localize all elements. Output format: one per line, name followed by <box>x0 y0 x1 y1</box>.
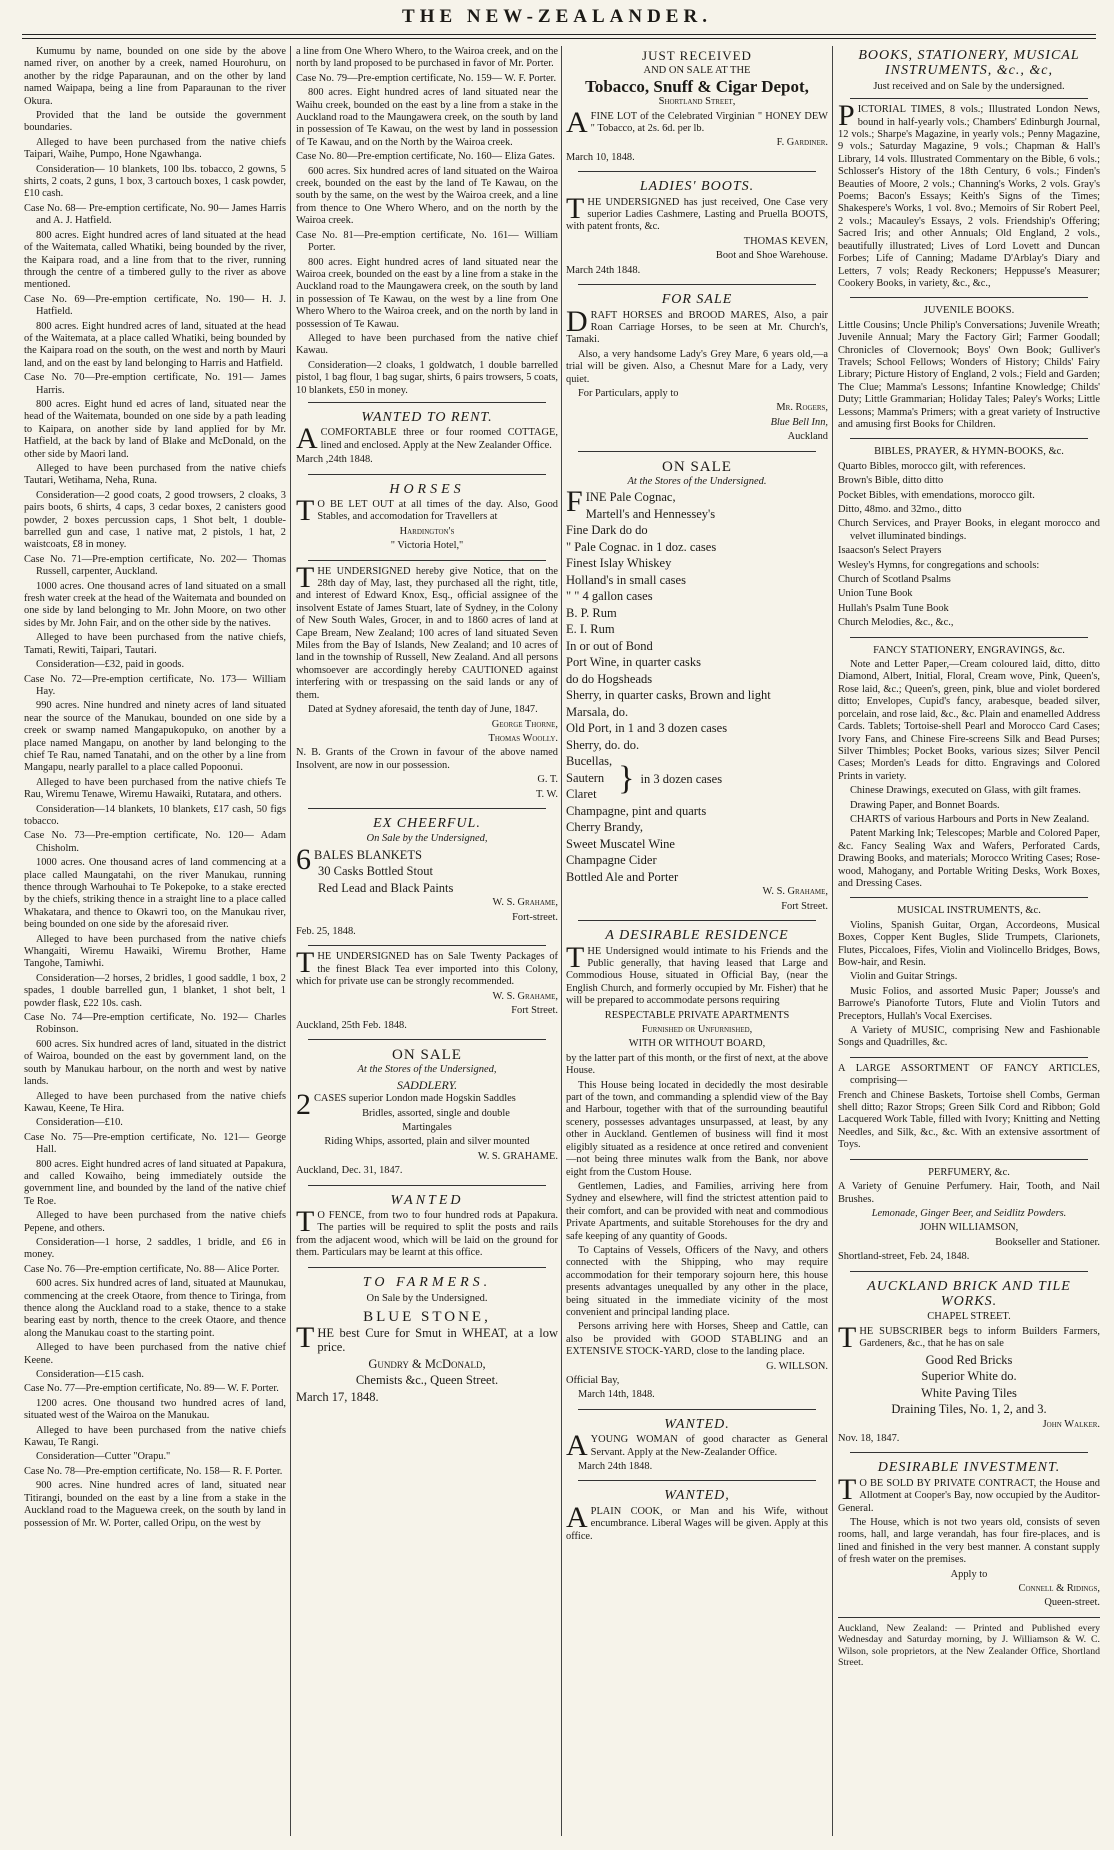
wine-item: Sherry, in quarter casks, Brown and light <box>566 688 771 703</box>
section-body: Violin and Guitar Strings. <box>850 971 958 983</box>
ad-tobacco-depot <box>566 46 828 166</box>
land-claim-paragraph: Consideration—2 horses, 2 bridles, 1 good saddle, 1 box, 2 spades, 1 double barrelled gun, 1 blanket, 1 shot belt, 1 powder flask, £22 10s. cash. <box>24 972 286 1009</box>
land-claim-paragraph: 990 acres. Nine hundred and ninety acres of land situated near the source of the Manukau, bounded on one side by a creek or swamp named Mangapukopuko, on another by a place named Mangapu, on another by land belonging to the chief Te Rau, named Tanatahi, and on the other by a line from Mangapu, nearly parallel to a place called Popoonui. <box>24 700 286 774</box>
land-claim-paragraph: 800 acres. Eight hundred acres of land situated at Papakura, and called Kowaiho, being immediately outside the government line, and bounded by the land of the native chief Te Roe. <box>24 1158 286 1207</box>
divider <box>308 945 546 946</box>
ad-body: RAFT HORSES and BROOD MARES, Also, a pair Roan Carriage Horses, to be seen at Mr. Church's, Tamaki. <box>566 309 828 346</box>
ad-heading: AUCKLAND BRICK AND TILE <box>867 1278 1071 1294</box>
divider <box>578 451 816 452</box>
divider <box>850 1159 1088 1160</box>
brick-item: Superior White do. <box>921 1369 1017 1384</box>
ad-signature: Chemists &c., Queen Street. <box>355 1373 499 1388</box>
drop-cap: T <box>838 1320 857 1354</box>
ad-heading: FOR SALE <box>661 292 733 308</box>
ad-date: Auckland, Dec. 31, 1847. <box>296 1165 403 1177</box>
land-claim-paragraph: Consideration—2 good coats, 2 good trowsers, 2 cloaks, 3 pairs boots, 6 shirts, 4 caps, 3 cedar boxes, 2 canisters good powder, 2 boxes percussion caps, 1 Shot belt, 1 double-barrelled gun and case, 1 native mat, 2 pistols, 1 hat, 2 waistcoats, £8 in money. <box>24 489 286 551</box>
section-body: Music Folios, and assorted Music Paper; Jousse's and Barrowe's Pianoforte Tutors, Flute and Violin Tutors and Preceptors, Hullah's Vocal Exercises. <box>838 985 1100 1022</box>
ad-date: March 24th 1848. <box>566 264 641 276</box>
ad-subheading: CHAPEL STREET. <box>927 1311 1011 1323</box>
bible-item: Ditto, 48mo. and 32mo., ditto <box>838 504 962 515</box>
ad-body: COMFORTABLE three or four roomed COTTAGE, lined and enclosed. Apply at the New Zealander Office. <box>320 427 558 451</box>
ad-date: March ,24th 1848. <box>296 454 373 466</box>
land-claim-paragraph: 800 acres. Eight hund ed acres of land, situated near the head of the Waitemata, bounded on one side by a path leading to Kaipara, on another side by land applied for by Mr. Hatfield, at the back by land of Blake and McDonald, on the other side by Maori land. <box>24 398 286 460</box>
ad-heading: WANTED TO RENT. <box>361 409 493 425</box>
section-musical-instruments <box>838 903 1100 1051</box>
ad-heading: Tobacco, Snuff & Cigar Depot, <box>585 76 809 96</box>
ad-body: HE UNDERSIGNED has just received, One Case very superior Ladies Cashmere, Lasting and Pruella BOOTS, with patent fronts, &c. <box>566 196 828 233</box>
divider <box>578 920 816 921</box>
wine-item: E. I. Rum <box>566 622 615 637</box>
section-bibles <box>838 444 1100 631</box>
ad-signature: W. S. Grahame, <box>492 897 558 909</box>
wine-item: Old Port, in 1 and 3 dozen cases <box>566 721 728 736</box>
divider <box>850 897 1088 898</box>
ad-wanted-fence <box>296 1191 558 1262</box>
land-claim-paragraph: Consideration—14 blankets, 10 blankets, £17 cash, 50 figs tobacco. <box>24 803 286 827</box>
land-claim-paragraph: Case No. 76—Pre-emption certificate, No. 88— Alice Porter. <box>24 1263 280 1275</box>
section-heading: BIBLES, PRAYER, & HYMN-BOOKS, &c. <box>874 446 1064 458</box>
land-claim-paragraph: Case No. 75—Pre-emption certificate, No. 121— George Hall. <box>24 1131 286 1156</box>
land-claim-paragraph: Alleged to have been purchased from the native chiefs, Tamati, Rewiti, Taipari, Tautari. <box>24 632 286 656</box>
column-four <box>838 46 1100 1836</box>
section-heading: A LARGE ASSORTMENT OF FANCY ARTICLES, comprising— <box>838 1062 1100 1087</box>
bible-item: Hullah's Psalm Tune Book <box>838 602 949 614</box>
ad-wanted-servant <box>566 1415 828 1476</box>
ad-date: March 24th 1848. <box>578 1461 653 1473</box>
ad-heading: TO FARMERS. <box>362 1274 492 1290</box>
ad-heading: ON SALE <box>392 1046 462 1063</box>
land-claim-paragraph: 600 acres. Six hundred acres of land, situated at Maunukau, commencing at the creek Otaore, from thence to Tiringa, from thence along the Auckland road to a stake, thence to a stake bearing east by north, thence to the creek Otaore, and thence along the Manukau coast to the starting point. <box>24 1278 286 1339</box>
ad-signature: G. WILLSON. <box>766 1360 828 1372</box>
wine-item: Marsala, do. <box>566 704 629 719</box>
wine-item: Champagne, pint and quarts <box>566 803 707 818</box>
drop-cap: 2 <box>296 1088 311 1122</box>
drop-cap: D <box>566 304 588 338</box>
land-claim-paragraph: Case No. 72—Pre-emption certificate, No. 173— William Hay. <box>24 673 286 697</box>
divider <box>308 402 546 403</box>
wine-item: Martell's and Hennessey's <box>585 506 716 521</box>
ad-date: Dated at Sydney aforesaid, the tenth day of June, 1847. <box>308 704 538 716</box>
ad-date: March 14th, 1848. <box>578 1389 655 1401</box>
ad-signature: JOHN WILLIAMSON, <box>919 1222 1019 1234</box>
ad-body: Also, a very handsome Lady's Grey Mare, 6 years old,—a trial will be given. Also, a Chesnut Mare for a Lady, very quiet. <box>566 348 828 385</box>
masthead-rule <box>22 34 1096 35</box>
ad-body: To Captains of Vessels, Officers of the Navy, and others connected with the Shipping, who may require accommodation for their temporary sojourn here, this house presents advantages unequalled by any other in the place, being situated in the immediate vicinity of the most convenient and principal landing place. <box>566 1244 828 1318</box>
bible-list <box>838 461 1100 630</box>
ad-line: Apply to <box>950 1568 988 1580</box>
drop-cap: F <box>566 485 583 519</box>
wine-item: Champagne Cider <box>566 853 657 868</box>
divider <box>308 1039 546 1040</box>
ad-line: RESPECTABLE PRIVATE APARTMENTS <box>604 1009 790 1021</box>
ad-initials: G. T. <box>537 774 558 786</box>
land-claim-paragraph: Case No. 81—Pre-emption certificate, No. 161— William Porter. <box>296 229 558 254</box>
ad-desirable-investment <box>838 1458 1100 1611</box>
drop-cap: 6 <box>296 842 311 876</box>
section-body: Lemonade, Ginger Beer, and Seidlitz Powders. <box>871 1207 1067 1219</box>
divider <box>308 560 546 561</box>
ad-date: Feb. 25, 1848. <box>296 926 356 938</box>
ad-signature: W. S. Grahame, <box>492 990 558 1002</box>
bible-item: Church Melodies, &c., &c., <box>838 617 954 629</box>
divider <box>578 171 816 172</box>
ad-heading: DESIRABLE INVESTMENT. <box>877 1460 1061 1476</box>
section-body: CHARTS of various Harbours and Ports in New Zealand. <box>850 813 1090 825</box>
drop-cap: T <box>566 191 585 225</box>
land-claim-paragraph: Case No. 73—Pre-emption certificate, No. 120— Adam Chisholm. <box>24 830 286 854</box>
ad-heading: WANTED, <box>664 1488 730 1504</box>
wine-brace-group <box>566 754 828 804</box>
land-claim-paragraph: Consideration—2 cloaks, 1 goldwatch, 1 double barrelled pistol, 1 bag flour, 1 bag sugar, shirts, 6 pairs trowsers, 5 coats, 10 blankets, £50 in money. <box>296 359 558 396</box>
land-claim-paragraph: Case No. 71—Pre-emption certificate, No. 202— Thomas Russell, carpenter, Auckland. <box>24 553 286 578</box>
land-claim-paragraph: 800 acres. Eight hundred acres of land situated at the head of the Waitemata, called Whatiki, being bounded by the river, the Kaipara road, and a line from that to the river, running through the centre of a timbered gully to the river as above mentioned. <box>24 229 286 291</box>
wine-list <box>566 507 828 753</box>
ad-heading: ON SALE <box>662 458 732 475</box>
ad-line: WITH OR WITHOUT BOARD, <box>628 1038 766 1050</box>
section-body: Note and Letter Paper,—Cream coloured laid, ditto, ditto Diamond, Albert, Initial, Floral, Cream wove, Pink, Queen's, Rose laid, &c.; Queen's, green, pink, blue and violet bordered ditto; Envelopes, Cupid's fancy, arabesque, beaded silver, porcelain, and rose laid, &c., &c. Plain and enamelled Address Cards. Tablets; Tortoise-shell Pearl and Morocco Card Cases; Ivory Fans, and Chinese Fire-screens Silk and Bead Purses; Silver Thimbles; Pocket Books, various sizes; Silver Pencil Cases; Morden's Leads for ditto. Engravings and Colored Prints in variety. <box>838 659 1100 782</box>
ad-signature: W. S. Grahame, <box>762 886 828 898</box>
ad-body: Gentlemen, Ladies, and Families, arriving here from Sydney and elsewhere, will find the strictest attention paid to their comfort, and can be provided with neat and commodious Private Apartments, and suitable Storehouses for the dry and safe keeping of any quantity of Goods. <box>566 1180 828 1242</box>
land-claim-paragraph: 1000 acres. One thousand acres of land commencing at a place called Maungatahi, on the river Manukau, running thence through Warhouhai to Te Pokepoke, to a stake erected by the chiefs, striking thence in a straight line to a place called Whakatara, and thence to Okawri too, on the Manukau river, being bounded on one side by the aforesaid river. <box>24 857 286 931</box>
section-body: Drawing Paper, and Bonnet Boards. <box>850 799 1000 811</box>
ad-body: ICTORIAL TIMES, 8 vols.; Illustrated London News, bound in half-yearly vols.; Chambers' Edinburgh Journal, 12 vols.; Sharpe's Magazine, in yearly vols.; Penny Magazine, 9 vols.; Saturday Magazine, 9 vols.; Chapman & Hall's Library, 14 vols. Illustrated Commentary on the Bible, 6 vols.; Schlosser's History of the 18th Century, 6 vols.; Finden's Beauties of Moore, 2 vols.; Channing's Works, 2 vols. Gray's Poems; Bacon's Essays; Keith's Signs of the Times; Shakespere's Works, 1 vol. 8vo.; Memoirs of Sir Robert Peel, 2 vols.; Macauley's Essays, 2 vols. Friendship's Offering; Sacred Iris; and other Annuals; Old England, 2 vols., beautifully illustrated; Lives of Lord Lovett and Duncan Forbes; Life of Canning; Madame D'Arblay's Diary and Letters, 7 vols; Ready Reckoners; Heppusse's Measurer; Cookery Books, in variety, &c., &c., <box>838 104 1100 289</box>
section-body: A Variety of MUSIC, comprising New and Fashionable Songs and Quadrilles, &c. <box>838 1025 1100 1049</box>
wine-item: Holland's in small cases <box>566 572 686 587</box>
ad-wines-spirits <box>566 457 828 916</box>
ad-location: Fort-street. <box>512 911 558 923</box>
land-claim-paragraph: Alleged to have been purchased from the native chief Kawau. <box>296 332 558 357</box>
brick-item: Draining Tiles, No. 1, 2, and 3. <box>891 1402 1047 1417</box>
brick-item: White Paving Tiles <box>921 1385 1017 1400</box>
land-claim-paragraph: Alleged to have been purchased from the native chiefs Te Rau, Wiremu Tenawe, Wiremu Hawaiki, Rutatara, and others. <box>24 776 286 801</box>
ad-heading: JUST RECEIVED <box>642 48 752 63</box>
ad-ex-cheerful <box>296 814 558 941</box>
ad-desirable-residence <box>566 926 828 1404</box>
wine-item: Fine Dark do do <box>566 523 648 538</box>
wine-item: " Pale Cognac. in 1 doz. cases <box>566 539 717 554</box>
land-claim-paragraph: Case No. 70—Pre-emption certificate, No. 191— James Harris. <box>24 372 286 396</box>
divider <box>578 284 816 285</box>
land-claim-paragraph: Case No. 80—Pre-emption certificate, No. 160— Eliza Gates. <box>296 151 555 163</box>
divider <box>578 1409 816 1410</box>
ad-subheading: SADDLERY. <box>396 1077 458 1092</box>
bible-item: Church Services, and Prayer Books, in elegant morocco and velvet illuminated bindings. <box>838 518 1100 542</box>
ad-wanted-to-rent <box>296 408 558 469</box>
masthead-rule-thin <box>22 38 1096 39</box>
land-claim-paragraph: 800 acres. Eight hundred acres of land situated near the Wairoa creek, bounded on the east by a line from a stake in the Auckland road to the Maungawera creek, on the south by land in possession of Te Kawau, on the west by a line from One Whero Whero to the Wairoa creek, and on the north by land in possession of Te Kawau. <box>296 256 558 330</box>
ad-body: HE Undersigned would intimate to his Friends and the Public generally, that having leased that Large and Commodious House, situated in Official Bay, (near the English Church, and formerly occupied by Mr. Fisher) that he will be prepared to accommodate persons requiring <box>566 945 828 1007</box>
ad-date: Official Bay, <box>566 1375 620 1386</box>
ad-date: March 10, 1848. <box>566 151 635 163</box>
divider <box>838 1617 1100 1618</box>
ad-signature: Auckland <box>787 431 828 443</box>
column-two <box>296 46 558 1836</box>
drop-cap: P <box>838 99 855 133</box>
ad-body: FINE LOT of the Celebrated Virginian " HONEY DEW " Tobacco, at 2s. 6d. per lb. <box>590 110 828 135</box>
ad-line: 30 Casks Bottled Stout <box>318 864 433 879</box>
wine-item: B. P. Rum <box>566 605 617 620</box>
land-claim-paragraph: 900 acres. Nine hundred acres of land, situated near Titirangi, bounded on the east by a line from a stake in the Auckland road to the Maguewa creek, on the south by land in possession of Mr. W. Porter, called Oripu, on the west by <box>24 1480 286 1529</box>
section-juvenile-books <box>838 303 1100 433</box>
ad-signature: W. S. GRAHAME. <box>477 1150 558 1162</box>
drop-cap: A <box>566 105 588 139</box>
divider <box>308 474 546 475</box>
divider <box>850 98 1088 99</box>
drop-cap: A <box>566 1429 588 1463</box>
ad-subheading: Shortland Street, <box>658 96 736 108</box>
divider <box>850 1271 1088 1272</box>
ad-body: by the latter part of this month, or the first of next, at the above House. <box>566 1052 828 1077</box>
ad-line: Furnished or Unfurnished, <box>641 1024 753 1036</box>
bible-item: Union Tune Book <box>838 588 913 600</box>
ad-subheading: Just received and on Sale by the undersigned. <box>873 80 1065 92</box>
divider <box>850 637 1088 638</box>
ad-date: Shortland-street, Feb. 24, 1848. <box>838 1251 970 1263</box>
ad-subheading: On Sale by the Undersigned. <box>366 1293 488 1304</box>
land-claim-paragraph: Alleged to have been purchased from the native chiefs Whangaiti, Wiremu Hawaiki, Wiremu Brother, Hame Tangohe, Tamiwhi. <box>24 933 286 970</box>
ad-line: BALES BLANKETS <box>314 847 422 862</box>
ad-ladies-boots <box>566 177 828 279</box>
ad-body: For Particulars, apply to <box>578 387 679 399</box>
ad-signature: THOMAS KEVEN, <box>743 235 828 247</box>
ad-heading: LADIES' BOOTS. <box>639 179 755 195</box>
ad-heading: BOOKS, STATIONERY, MUSICAL <box>858 48 1080 63</box>
brace-items <box>566 754 612 804</box>
land-claim-paragraph: 800 acres. Eight hundred acres of land, situated at the head of the Waitemata, at a place called Whatiki, being bounded by the Kaipara road on the south, on the west and north by Mauri land, and on the east by land belonging to Harris and Hatfield. <box>24 320 286 369</box>
column-three <box>566 46 828 1836</box>
ad-body: O BE LET OUT at all times of the day. Also, Good Stables, and accomodation for Travellers at <box>317 499 558 523</box>
drop-cap: T <box>566 940 585 974</box>
ad-signature: Bookseller and Stationer. <box>995 1236 1100 1248</box>
wine-item: Sweet Muscatel Wine <box>566 836 675 851</box>
land-claim-paragraph: Case No. 79—Pre-emption certificate, No. 159— W. F. Porter. <box>296 72 557 84</box>
ad-line: Bridles, assorted, single and double <box>362 1107 510 1119</box>
ad-body: HE UNDERSIGNED has on Sale Twenty Packages of the finest Black Tea ever imported into this Colony, which for private use can be strongly recommended. <box>296 951 558 988</box>
ad-signature: Boot and Shoe Warehouse. <box>715 250 828 262</box>
land-claim-paragraph: a line from One Whero Whero, to the Wairoa creek, and on the north by land proposed to be purchased in favor of Mr. Porter. <box>296 46 558 70</box>
ad-heading: WANTED <box>390 1192 464 1208</box>
brick-list <box>838 1353 1100 1417</box>
land-claim-paragraph: Alleged to have been purchased from the native chiefs Tautari, Wetihama, Neha, Runa. <box>24 463 286 487</box>
wine-list <box>566 804 828 885</box>
column-divider <box>561 46 562 1836</box>
ad-signature: Gundry & McDonald, <box>368 1356 486 1371</box>
section-body: French and Chinese Baskets, Tortoise shell Combs, German shell ditto; Razor Strops; Green Silk Cord and Ribbon; Gold Lacquered Work Table, filled with Ivory; Knitting and Netting Needles, and Silk, &c., &c. With an extensive assortment of Toys. <box>838 1089 1100 1151</box>
ad-subheading: AND ON SALE AT THE <box>643 65 751 77</box>
ad-location: Queen-street. <box>1044 1597 1100 1609</box>
ad-body: This House being located in decidedly the most desirable part of the town, and commanding a splendid view of the Bay and Harbour, together with that of the surrounding beautiful scenery, possesses advantages unsurpassed, at least, by any other in Auckland. Gentlemen of business will find it most eligibly situated as a residence at once retired and convenient—not being three minutes walk from the Bank, nor above eight from the Custom House. <box>566 1079 828 1178</box>
divider <box>850 297 1088 298</box>
ad-subheading: At the Stores of the Undersigned. <box>627 475 767 487</box>
land-claim-paragraph: Case No. 77—Pre-emption certificate, No. 89— W. F. Porter. <box>24 1383 279 1395</box>
bible-item: Quarto Bibles, morocco gilt, with references. <box>838 460 1026 472</box>
section-heading: FANCY STATIONERY, ENGRAVINGS, &c. <box>873 644 1065 656</box>
ad-line: Martingales <box>402 1121 452 1133</box>
ad-signature: Blue Bell Inn, <box>770 416 828 428</box>
wine-item: Bucellas, <box>566 754 613 769</box>
ad-body: PLAIN COOK, or Man and his Wife, without encumbrance. Liberal Wages will be given. Apply at this office. <box>566 1505 828 1542</box>
ad-location: Fort Street. <box>781 900 828 912</box>
wine-item: do do Hogsheads <box>566 671 653 686</box>
ad-saddlery <box>296 1045 558 1180</box>
section-body: Chinese Drawings, executed on Glass, with gilt frames. <box>850 785 1081 797</box>
wine-item: Cherry Brandy, <box>566 820 643 835</box>
ad-heading: HORSES <box>389 481 465 497</box>
divider <box>308 1185 546 1186</box>
wine-item: " " 4 gallon cases <box>566 589 653 604</box>
divider <box>850 1452 1088 1453</box>
section-heading: PERFUMERY, &c. <box>928 1166 1010 1178</box>
section-body: Patent Marking Ink; Telescopes; Marble and Colored Paper, &c. Fancy Sealing Wax and Wafers, Perforated Cards, Drawing Books, and materials; Morocco Writing Cases; Rose-wood, Mahogany, and Portable Writing Desks, Work Boxes, and Dressing Cases. <box>838 828 1100 889</box>
land-claim-paragraph: Provided that the land be outside the government boundaries. <box>24 110 286 134</box>
ad-heading: A DESIRABLE RESIDENCE <box>605 928 789 944</box>
ad-line: CASES superior London made Hogskin Saddles <box>314 1093 516 1105</box>
ad-signature: Connell & Ridings, <box>1018 1583 1100 1595</box>
drop-cap: T <box>296 1204 315 1238</box>
ad-horses <box>296 480 558 555</box>
section-fancy-stationery <box>838 643 1100 893</box>
land-claim-paragraph: Case No. 68— Pre-emption certificate, No. 90— James Harris and A. J. Hatfield. <box>24 202 286 227</box>
ad-notice-insolvent <box>296 566 558 803</box>
ad-horses-for-sale <box>566 290 828 445</box>
ad-line: Red Lead and Black Paints <box>318 880 454 895</box>
ad-heading: WANTED. <box>664 1416 730 1432</box>
wine-item: In or out of Bond <box>566 638 653 653</box>
column-divider <box>290 46 291 1836</box>
ad-signature: John Walker. <box>1042 1418 1100 1430</box>
ad-line: INE Pale Cognac, <box>585 490 676 505</box>
divider <box>850 1057 1088 1058</box>
land-claim-paragraph: 800 acres. Eight hundred acres of land situated near the Waihu creek, bounded on the east by a line from a stake in the Auckland road to the Maungawera creek, on the south by land in possession of Te Kawau, on the west by land in possession of Te Kawau, and on the North by the Wairoa creek. <box>296 87 558 148</box>
land-claim-paragraph: Consideration—Cutter "Orapu." <box>36 1451 171 1463</box>
ad-note: N. B. Grants of the Crown in favour of the above named Insolvent, are now in our possession. <box>296 747 558 771</box>
drop-cap: T <box>296 494 315 527</box>
wine-item: Bottled Ale and Porter <box>566 869 679 884</box>
land-claim-paragraph: Case No. 74—Pre-emption certificate, No. 192— Charles Robinson. <box>24 1012 286 1036</box>
ad-signature: F. Gardiner. <box>776 137 828 149</box>
land-claim-paragraph: Alleged to have been purchased from the native chiefs Taipari, Waihe, Pumpo, Hone Ngawhanga. <box>24 136 286 161</box>
wine-item: Claret <box>566 787 597 802</box>
land-claim-paragraph: Alleged to have been purchased from the native chiefs Kawau, Keene, Te Hira. <box>24 1090 286 1114</box>
land-claim-paragraph: Case No. 78—Pre-emption certificate, No. 158— R. F. Porter. <box>24 1465 283 1477</box>
ad-body: HE best Cure for Smut in WHEAT, at a low price. <box>317 1325 558 1355</box>
land-claim-paragraph: Alleged to have been purchased from the native chiefs Kawau, Te Rangi. <box>24 1424 286 1449</box>
land-claim-paragraph: Consideration—£15 cash. <box>36 1369 144 1381</box>
masthead-title: THE NEW-ZEALANDER. <box>402 6 712 27</box>
section-heading: MUSICAL INSTRUMENTS, &c. <box>897 905 1041 917</box>
bible-item: Church of Scotland Psalms <box>838 574 951 586</box>
publisher-imprint: Auckland, New Zealand: — Printed and Published every Wednesday and Saturday morning, by J. Williamson & W. C. Wilson, sole proprietors, at the New Zealander Office, Shortland Street. <box>838 1622 1100 1669</box>
divider <box>578 1480 816 1481</box>
ad-black-tea <box>296 951 558 1033</box>
column-land-claims <box>24 46 286 1836</box>
land-claim-paragraph: 1000 acres. One thousand acres of land situated on a small fresh water creek at the head of the Waitemata and bounded on one side by land belonging to Mr. John Moore, on two other sides by Mr. John Fair, and on the other side by the natives. <box>24 580 286 629</box>
land-claim-paragraph: 1200 acres. One thousand two hundred acres of land, situated west of the Wairoa on the Manukau. <box>24 1397 286 1422</box>
ad-date: Auckland, 25th Feb. 1848. <box>296 1019 407 1031</box>
ad-subheading: On Sale by the Undersigned, <box>366 833 488 845</box>
land-claim-paragraph: Consideration— 10 blankets, 100 lbs. tobacco, 2 gowns, 5 shirts, 2 coats, 2 guns, 1 box, 3 cartouch boxes, 1 cask powder, £10 cash. <box>24 163 286 200</box>
brick-item: Good Red Bricks <box>925 1352 1013 1367</box>
ad-date: Nov. 18, 1847. <box>838 1432 900 1444</box>
ad-brick-tile-works <box>838 1277 1100 1448</box>
drop-cap: T <box>838 1472 857 1506</box>
ad-signature: George Thorne, <box>491 718 558 730</box>
ad-line: Riding Whips, assorted, plain and silver mounted <box>324 1136 530 1148</box>
column-divider <box>832 46 833 1836</box>
divider <box>308 1267 546 1268</box>
section-body: Little Cousins; Uncle Philip's Conversations; Juvenile Wreath; Juvenile Annual; Mary the Factory Girl; Farmer Goodall; Chronicles of Clovernook; Boys' Own Book; Gulliver's Travels; School Fellows; Wonders of History; Childs' Fairy Library; Picture History of England, 2 vols.; Field and Garden; The Clue; Mamma's Lessons; Infantine Knowledge; Childs' Duty; Little Grammarian; Holiday Tales; Paley's Works; Little Lessons; Mamma's Primers; with a great variety of Instructive and amusing first Books for Children. <box>838 319 1100 430</box>
ad-to-farmers <box>296 1273 558 1407</box>
land-claims-continued <box>296 46 558 397</box>
ad-location: Fort Street. <box>511 1005 558 1017</box>
land-claim-paragraph: Alleged to have been purchased from the native chiefs Pepene, and others. <box>24 1210 286 1234</box>
drop-cap: T <box>296 565 315 594</box>
brace-symbol: } <box>618 760 635 798</box>
ad-body: O FENCE, from two to four hundred rods at Papakura. The parties will be required to split the posts and rails from the adjacent wood, which will be laid on the ground for them. Particulars may be learnt at this office. <box>296 1209 558 1259</box>
wine-item: Sherry, do. do. <box>566 737 640 752</box>
ad-heading: INSTRUMENTS, &c., &c, <box>885 63 1053 79</box>
ad-body: Persons arriving here with Horses, Sheep and Cattle, can also be provided with GOOD STABLING and an EXTENSIVE STOCK-YARD, close to the landing place. <box>566 1321 828 1358</box>
drop-cap: A <box>296 422 318 456</box>
ad-signature: Hardington's <box>399 525 455 537</box>
ad-heading: EX CHEERFUL. <box>373 815 481 831</box>
divider <box>308 808 546 809</box>
bible-item: Isaacson's Select Prayers <box>838 545 942 557</box>
land-claim-paragraph: Consideration—1 horse, 2 saddles, 1 bridle, and £6 in money. <box>24 1236 286 1261</box>
ad-subheading: At the Stores of the Undersigned, <box>357 1064 497 1076</box>
ad-signature: " Victoria Hotel," <box>390 540 464 552</box>
land-claim-paragraph: 600 acres. Six hundred acres of land, situated in the district of Wairoa, bounded on the east by government land, on the south by Manukau harbour, on the north and west by native lands. <box>24 1038 286 1088</box>
brace-label: in 3 dozen cases <box>640 771 723 786</box>
land-claim-paragraph: Alleged to have been purchased from the native chief Keene. <box>24 1342 286 1366</box>
ad-heading: WORKS. <box>940 1293 998 1309</box>
drop-cap: T <box>296 951 315 980</box>
ad-body: O BE SOLD BY PRIVATE CONTRACT, the House and Allotment at Cooper's Bay, now occupied by the Auditor-General. <box>838 1477 1100 1514</box>
ad-wanted-cook <box>566 1486 828 1545</box>
land-claim-paragraph: Case No. 69—Pre-emption certificate, No. 190— H. J. Hatfield. <box>24 293 286 318</box>
drop-cap: A <box>566 1500 588 1534</box>
ad-body: HE SUBSCRIBER begs to inform Builders Farmers, Gardeners, &c., that he has on sale <box>859 1325 1100 1350</box>
ad-body: HE UNDERSIGNED hereby give Notice, that on the 28th day of May, last, they purchased all the right, title, and interest of Edward Knox, Esq., official assignee of the insolvent Estate of James Stuart, late of Sydney, in the Colony of New South Wales, Grocer, in and to 1860 acres of land at Cape Bream, New Zealand; 100 acres of land situated Seven Miles from the Bay of Islands, New Zealand; and 10 acres of land in the township of Russell, New Zealand. And all persons whomsoever are accordingly hereby CAUTIONED against interfering with or trespassing on the said lands or any of them. <box>296 565 558 701</box>
ad-signature: Thomas Woolly. <box>488 732 558 744</box>
divider <box>850 438 1088 439</box>
section-fancy-articles <box>838 1063 1100 1154</box>
land-claim-paragraph: Consideration—£10. <box>36 1117 123 1129</box>
wine-item: Sautern <box>566 770 605 785</box>
ad-signature: Mr. Rogers, <box>776 402 828 414</box>
ad-body: YOUNG WOMAN of good character as General Servant. Apply at the New-Zealander Office. <box>590 1434 828 1458</box>
land-claim-paragraph: Kumumu by name, bounded on one side by the above named river, on another by a creek, named Hourohuru, on another by the ridge Paparaunan, and on the other by land named Waipapa, being a line from Paparaunan to the river Okura. <box>24 46 286 107</box>
drop-cap: T <box>296 1320 315 1354</box>
land-claim-paragraph: Consideration—£32, paid in goods. <box>36 659 185 671</box>
wine-item: Port Wine, in quarter casks <box>566 655 701 670</box>
ad-heading: BLUE STONE, <box>363 1308 491 1325</box>
section-perfumery <box>838 1165 1100 1266</box>
land-claim-paragraph: 600 acres. Six hundred acres of land situated on the Wairoa creek, bounded on the east by the land of Te Kawau, on the south by the same, on the west by the Wairoa creek, and a line from thence to One Whero Whero, and on the north by the Wairoa creek. <box>296 165 558 227</box>
ad-books-stationery <box>838 46 1100 292</box>
ad-date: March 17, 1848. <box>296 1389 379 1404</box>
ad-body: The House, which is not two years old, consists of seven rooms, hall, and large verandah, has four fire-places, and is lined and finished in the very best manner. A constant supply of fresh water on the premises. <box>838 1517 1100 1566</box>
wine-item: Finest Islay Whiskey <box>566 556 672 571</box>
section-body: Violins, Spanish Guitar, Organ, Accordeons, Musical Boxes, Copper Kent Bugles, Slide Trumpets, Clarionets, Flutes, Piccaloes, Fifes, Violin and Violincello Bridges, Bows, Bow-hair, and Resin. <box>838 919 1100 968</box>
ad-initials: T. W. <box>535 788 558 800</box>
bible-item: Pocket Bibles, with emendations, morocco gilt. <box>838 489 1035 501</box>
bible-item: Brown's Bible, ditto ditto <box>838 475 944 487</box>
section-heading: JUVENILE BOOKS. <box>923 305 1015 317</box>
bible-item: Wesley's Hymns, for congregations and schools: <box>838 559 1040 571</box>
section-body: A Variety of Genuine Perfumery. Hair, Tooth, and Nail Brushes. <box>838 1181 1100 1205</box>
